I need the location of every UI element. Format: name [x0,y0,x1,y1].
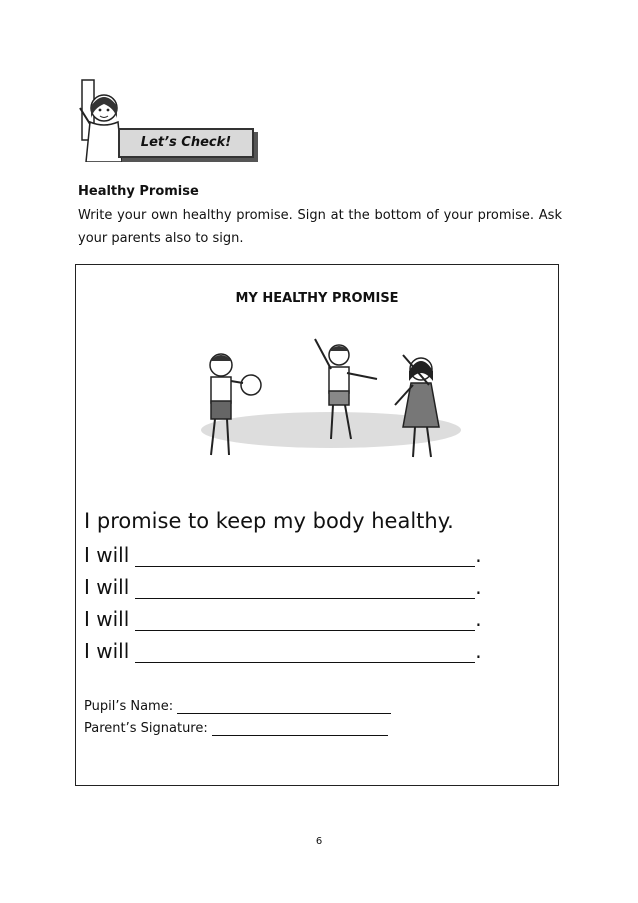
instructions-text: Write your own healthy promise. Sign at the bottom of your promise. Ask your parents also to sign. [78,208,562,246]
promise-statement: I promise to keep my body healthy. [84,509,454,533]
line-end: . [475,607,482,631]
parent-signature-line [84,721,388,736]
will-line-3 [84,607,482,631]
page-number: 6 [315,836,323,847]
promise-box [75,264,559,786]
will-line-4 [84,639,482,663]
will-label: I will [84,639,130,663]
line-end: . [475,543,482,567]
line-end: . [475,575,482,599]
will-blank[interactable] [135,580,475,599]
parent-signature-label: Parent’s Signature: [84,721,208,736]
lets-check-header [74,78,254,162]
section-title: Healthy Promise [78,184,199,199]
pupil-name-line [84,699,391,714]
will-blank[interactable] [135,612,475,631]
will-label: I will [84,543,130,567]
will-label: I will [84,575,130,599]
promise-title: MY HEALTHY PROMISE [235,291,399,306]
pupil-name-label: Pupil’s Name: [84,699,174,714]
will-label: I will [84,607,130,631]
will-line-2 [84,575,482,599]
will-line-1 [84,543,482,567]
pupil-name-field[interactable] [177,701,391,714]
will-blank[interactable] [135,548,475,567]
will-blank[interactable] [135,644,475,663]
parent-signature-field[interactable] [212,723,388,736]
lets-check-badge: Let’s Check! [118,128,254,158]
line-end: . [475,639,482,663]
children-playing-ball-image [181,335,466,470]
